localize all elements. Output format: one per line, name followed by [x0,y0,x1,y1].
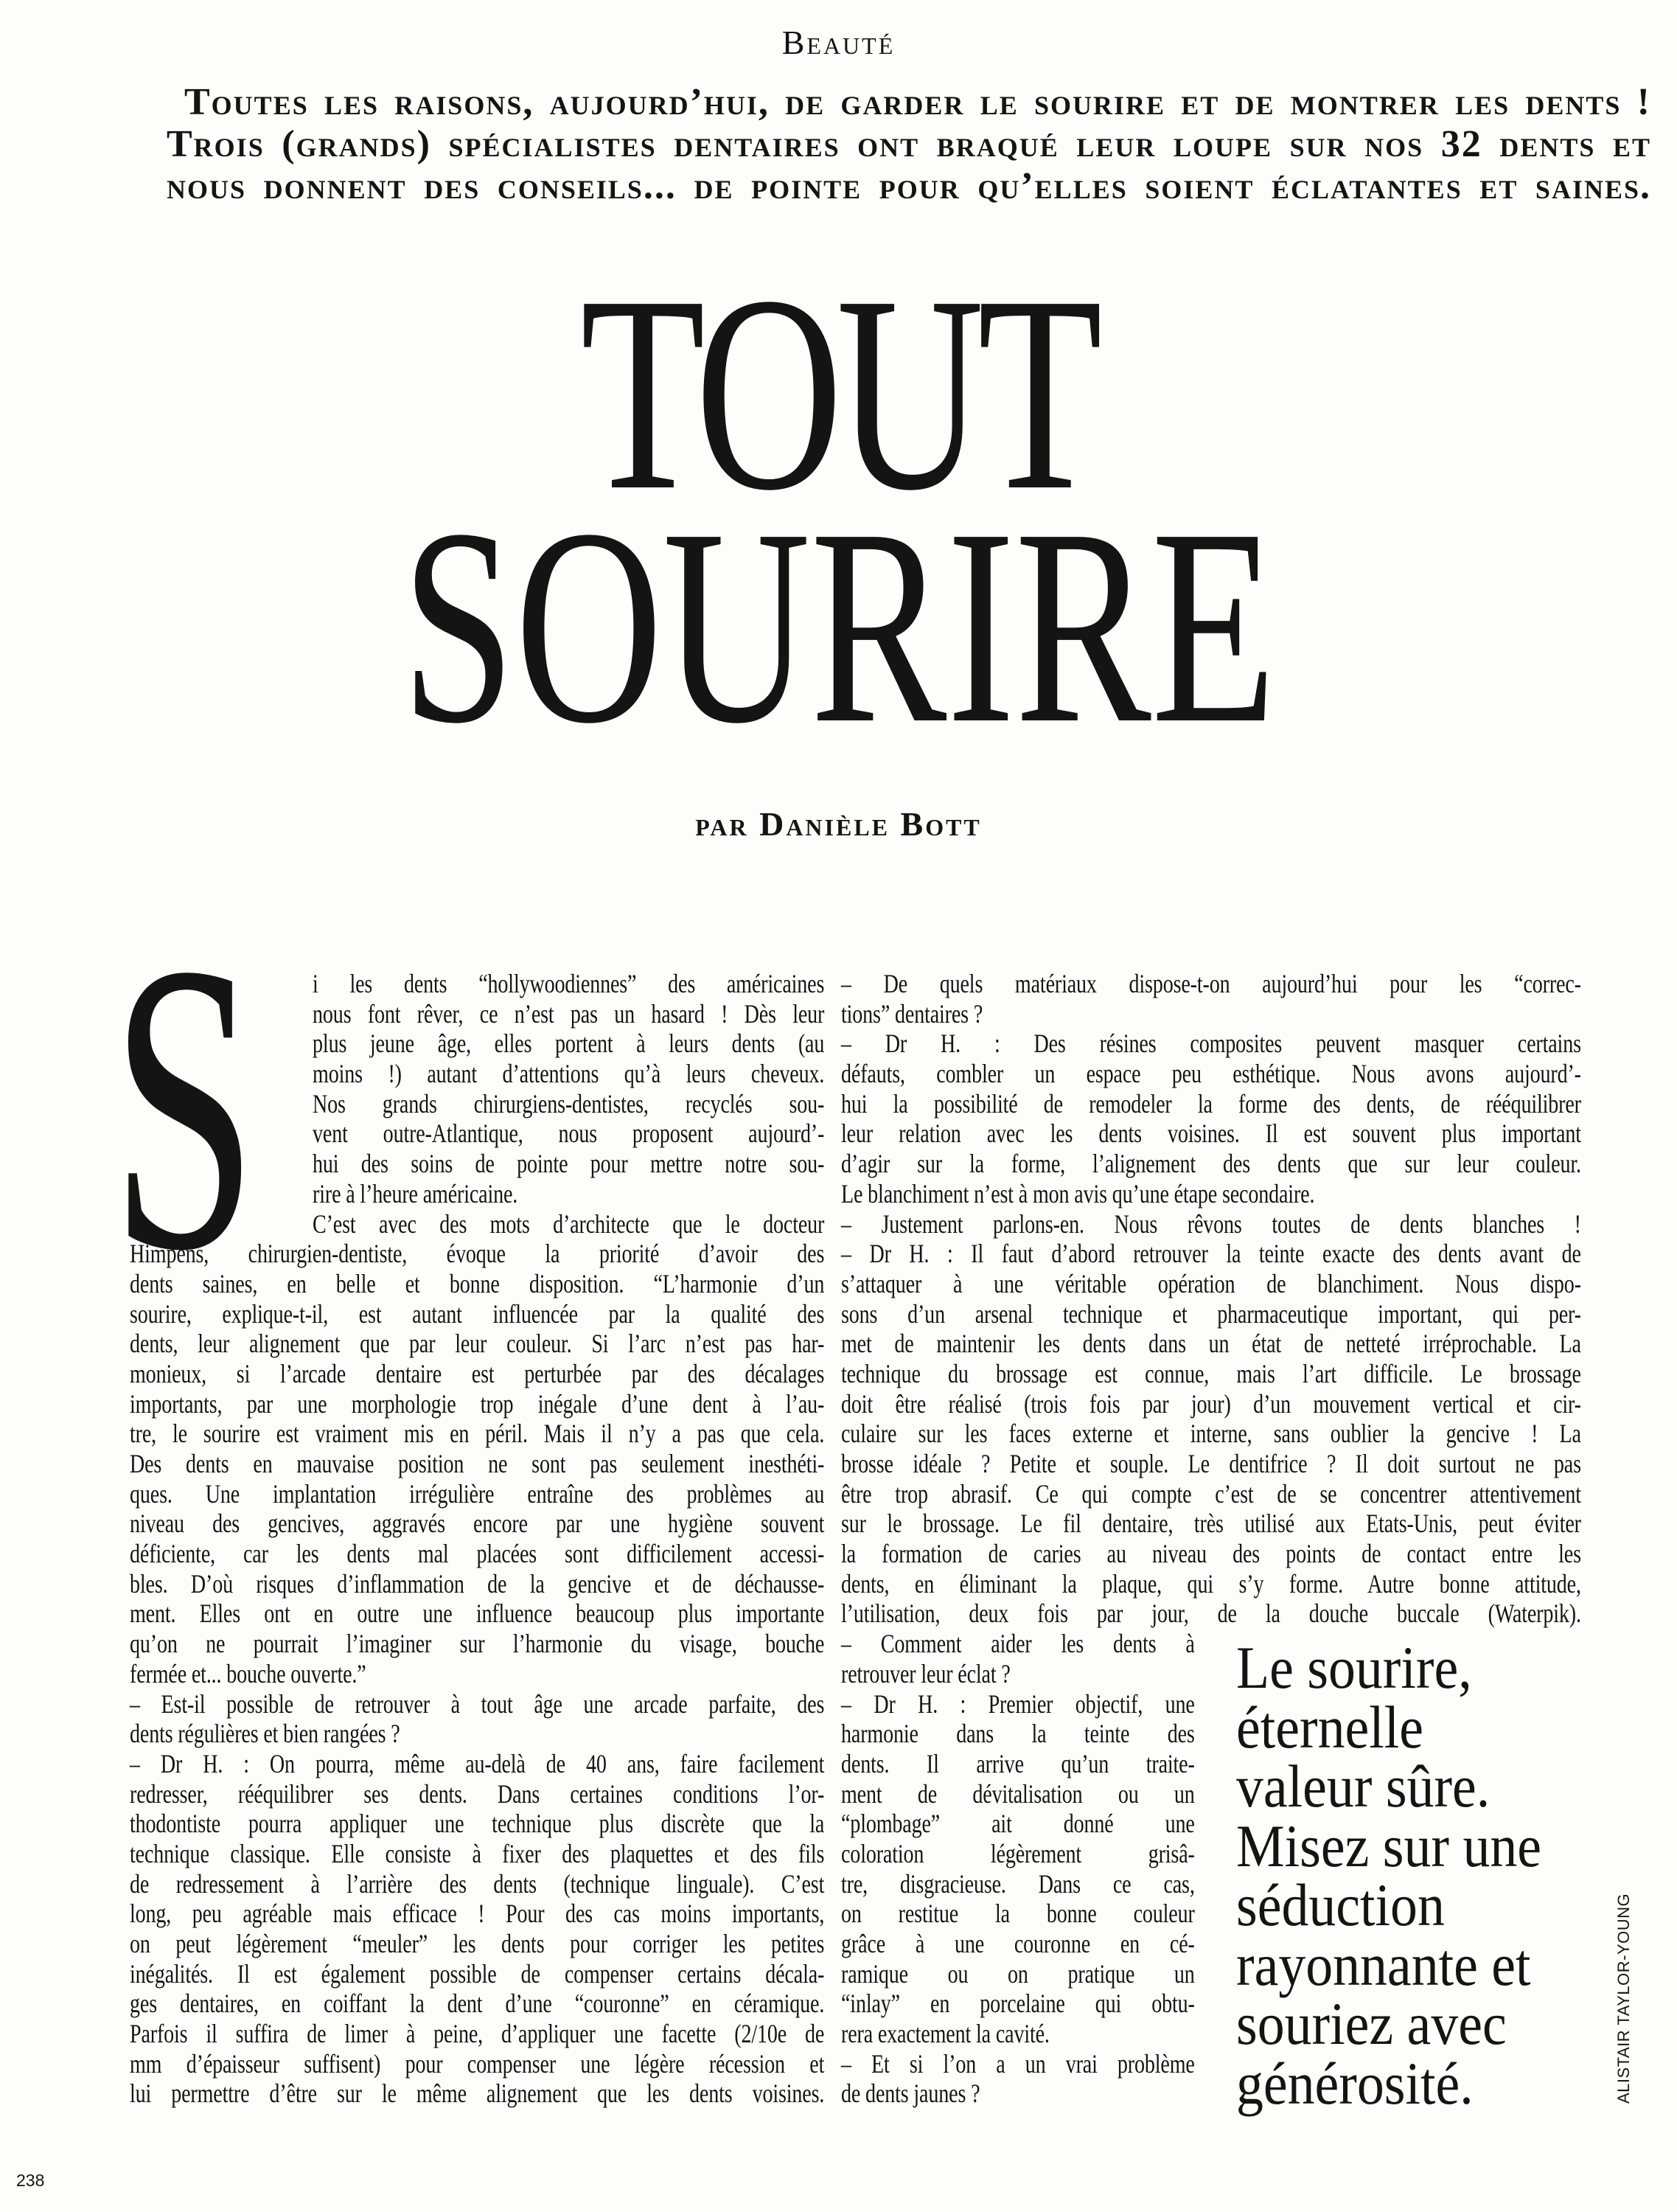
text-line: Le blanchiment n’est à mon avis qu’une étape secondaire. [841,1178,1315,1208]
text-line: Parfois il suffira de limer à peine, d’appliquer une facette (2/10e de [130,2019,825,2049]
text-line: ment de dévitalisation ou un [841,1778,1195,1809]
text-line: sur le brossage. Le fil dentaire, très utilisé aux Etats-Unis, peut éviter [841,1509,1581,1539]
pull-quote-line: rayonnante et [1236,1930,1531,1998]
pull-quote-line: valeur sûre. [1236,1753,1491,1820]
article-deck [167,81,1651,207]
text-line: thodontiste pourra appliquer une technique plus discrète que la [130,1809,825,1839]
text-line: harmonie dans la teinte des [841,1719,1195,1749]
text-line: défauts, combler un espace peu esthétique. Nous avons aujourd’- [841,1059,1581,1089]
page-number: 238 [16,2171,45,2190]
text-line: dents, leur alignement que par leur couleur. Si l’arc n’est pas har- [130,1329,825,1359]
deck-line: Toutes les raisons, aujourd’hui, de garder le sourire et de montrer les dents ! [184,81,1651,123]
pull-quote-line: générosité. [1236,2049,1474,2117]
text-line: qu’on ne pourrait l’imaginer sur l’harmonie du visage, bouche [130,1629,825,1659]
text-line: dents saines, en belle et bonne disposition. “L’harmonie d’un [130,1268,825,1298]
deck-line: nous donnent des conseils... de pointe pour qu’elles soient éclatantes et saines. [167,165,1651,207]
text-line: mm d’épaisseur suffisent) pour compenser une légère récession et [130,2048,825,2079]
text-line: lui permettre d’être sur le même alignement que les dents voisines. [130,2079,825,2109]
text-line: – Et si l’on a un vrai problème [841,2048,1195,2079]
drop-cap: S [111,879,258,1336]
text-line: Nos grands chirurgiens-dentistes, recyclés sou- [313,1088,825,1119]
text-line: plus jeune âge, elles portent à leurs dents (au [313,1029,825,1059]
text-line: dents régulières et bien rangées ? [130,1719,400,1749]
text-line: niveau des gencives, aggravés encore par une hygiène souvent [130,1509,825,1539]
byline: par Danièle Bott [695,805,982,843]
article-title-line [0,471,1677,782]
text-line: brosse idéale ? Petite et souple. Le dentifrice ? Il doit surtout ne pas [841,1449,1581,1478]
text-line: être trop abrasif. Ce qui compte c’est de se concentrer attentivement [841,1478,1581,1509]
text-line: C’est avec des mots d’architecte que le docteur [313,1208,825,1239]
pull-quote-line: éternelle [1236,1693,1424,1761]
photo-credit: ALISTAIR TAYLOR-YOUNG [1614,1893,1633,2104]
text-line: technique du brossage est connue, mais l’art difficile. Le brossage [841,1358,1581,1388]
text-line: ramique ou on pratique un [841,1958,1195,1989]
text-line: tre, le sourire est vraiment mis en péril. Mais il n’y a pas que cela. [130,1419,825,1449]
pull-quote-line: Le sourire, [1236,1634,1472,1701]
text-line: grâce à une couronne en cé- [841,1929,1195,1958]
text-line: – Dr H. : Des résines composites peuvent masquer certains [841,1029,1581,1059]
text-line: ges dentaires, en coiffant la dent d’une “couronne” en céramique. [130,1989,825,2019]
text-line: dents, en éliminant la plaque, qui s’y forme. Autre bonne attitude, [841,1568,1581,1599]
text-line: tions” dentaires ? [841,998,983,1029]
text-line: tre, disgracieuse. Dans ce cas, [841,1868,1195,1899]
text-line: – Comment aider les dents à [841,1629,1195,1659]
text-line: Des dents en mauvaise position ne sont pas seulement inesthéti- [130,1449,825,1478]
pull-quote-line: souriez avec [1236,1990,1507,2057]
text-line: s’attaquer à une véritable opération de blanchiment. Nous dispo- [841,1268,1581,1298]
text-line: d’agir sur la forme, l’alignement des dents que sur leur couleur. [841,1149,1581,1179]
body-column-left [130,969,824,2109]
deck-line: Trois (grands) spécialistes dentaires ont braqué leur loupe sur nos 32 dents et [167,123,1651,165]
text-line: bles. D’où risques d’inflammation de la gencive et de déchausse- [130,1568,825,1599]
text-line: hui des soins de pointe pour mettre notre sou- [313,1149,825,1179]
text-line: – Dr H. : Premier objectif, une [841,1688,1195,1719]
pull-quote [1236,1634,1575,2117]
text-line: monieux, si l’arcade dentaire est perturbée par des décalages [130,1358,825,1388]
text-line: sons d’un arsenal technique et pharmaceutique important, qui per- [841,1298,1581,1329]
text-line: on restitue la bonne couleur [841,1899,1195,1929]
text-line: doit être réalisé (trois fois par jour) d’un mouvement vertical et cir- [841,1388,1581,1419]
text-line: hui la possibilité de remodeler la forme des dents, de rééquilibrer [841,1088,1581,1119]
text-line: met de maintenir les dents dans un état de netteté irréprochable. La [841,1329,1581,1359]
text-line: technique classique. Elle consiste à fixer des plaquettes et des fils [130,1838,825,1868]
text-line: fermée et... bouche ouverte.” [130,1658,366,1688]
text-line: de dents jaunes ? [841,2079,980,2109]
text-line: – De quels matériaux dispose-t-on aujourd’hui pour les “correc- [841,969,1581,998]
text-line: Himpens, chirurgien-dentiste, évoque la priorité d’avoir des [130,1239,825,1269]
text-line: – Dr H. : Il faut d’abord retrouver la teinte exacte des dents avant de [841,1239,1581,1269]
text-line: “inlay” en porcelaine qui obtu- [841,1989,1195,2019]
text-line: i les dents “hollywoodiennes” des américaines [313,969,825,998]
title-text: TOUT [580,238,1097,549]
text-line: dents. Il arrive qu’un traite- [841,1748,1195,1778]
title-text: SOURIRE [401,471,1276,782]
pull-quote-line: séduction [1236,1871,1445,1938]
text-line: leur relation avec les dents voisines. Il est souvent plus important [841,1119,1581,1149]
text-line: long, peu agréable mais efficace ! Pour des cas moins importants, [130,1899,825,1929]
text-line: on peut légèrement “meuler” les dents pour corriger les petites [130,1929,825,1958]
text-line: – Justement parlons-en. Nous rêvons toutes de dents blanches ! [841,1208,1581,1239]
text-line: culaire sur les faces externe et interne, sans oublier la gencive ! La [841,1419,1581,1449]
text-line: l’utilisation, deux fois par jour, de la douche buccale (Waterpik). [841,1599,1581,1629]
text-line: ment. Elles ont en outre une influence beaucoup plus importante [130,1599,825,1629]
text-line: vent outre-Atlantique, nous proposent aujourd’- [313,1119,825,1149]
text-line: redresser, rééquilibrer ses dents. Dans certaines conditions l’or- [130,1778,825,1809]
text-line: retrouver leur éclat ? [841,1658,1011,1688]
text-line: “plombage” ait donné une [841,1809,1195,1839]
text-line: rera exactement la cavité. [841,2019,1050,2049]
text-line: nous font rêver, ce n’est pas un hasard ! Dès leur [313,998,825,1029]
text-line: – Est-il possible de retrouver à tout âge une arcade parfaite, des [130,1688,825,1719]
text-line: moins !) autant d’attentions qu’à leurs cheveux. [313,1059,825,1089]
text-line: importants, par une morphologie trop inégale d’une dent à l’au- [130,1388,825,1419]
text-line: de redressement à l’arrière des dents (technique linguale). C’est [130,1868,825,1899]
text-line: déficiente, car les dents mal placées sont difficilement accessi- [130,1539,825,1569]
pull-quote-line: Misez sur une [1236,1812,1542,1879]
text-line: sourire, explique-t-il, est autant influencée par la qualité des [130,1298,825,1329]
text-line: inégalités. Il est également possible de compenser certains décala- [130,1958,825,1989]
text-line: ques. Une implantation irrégulière entraîne des problèmes au [130,1478,825,1509]
section-label: Beauté [781,24,896,61]
column-text [130,969,824,2109]
text-line: coloration légèrement grisâ- [841,1838,1195,1868]
text-line: la formation de caries au niveau des points de contact entre les [841,1539,1581,1569]
text-line: – Dr H. : On pourra, même au-delà de 40 ans, faire facilement [130,1748,825,1778]
text-line: rire à l’heure américaine. [313,1178,518,1208]
